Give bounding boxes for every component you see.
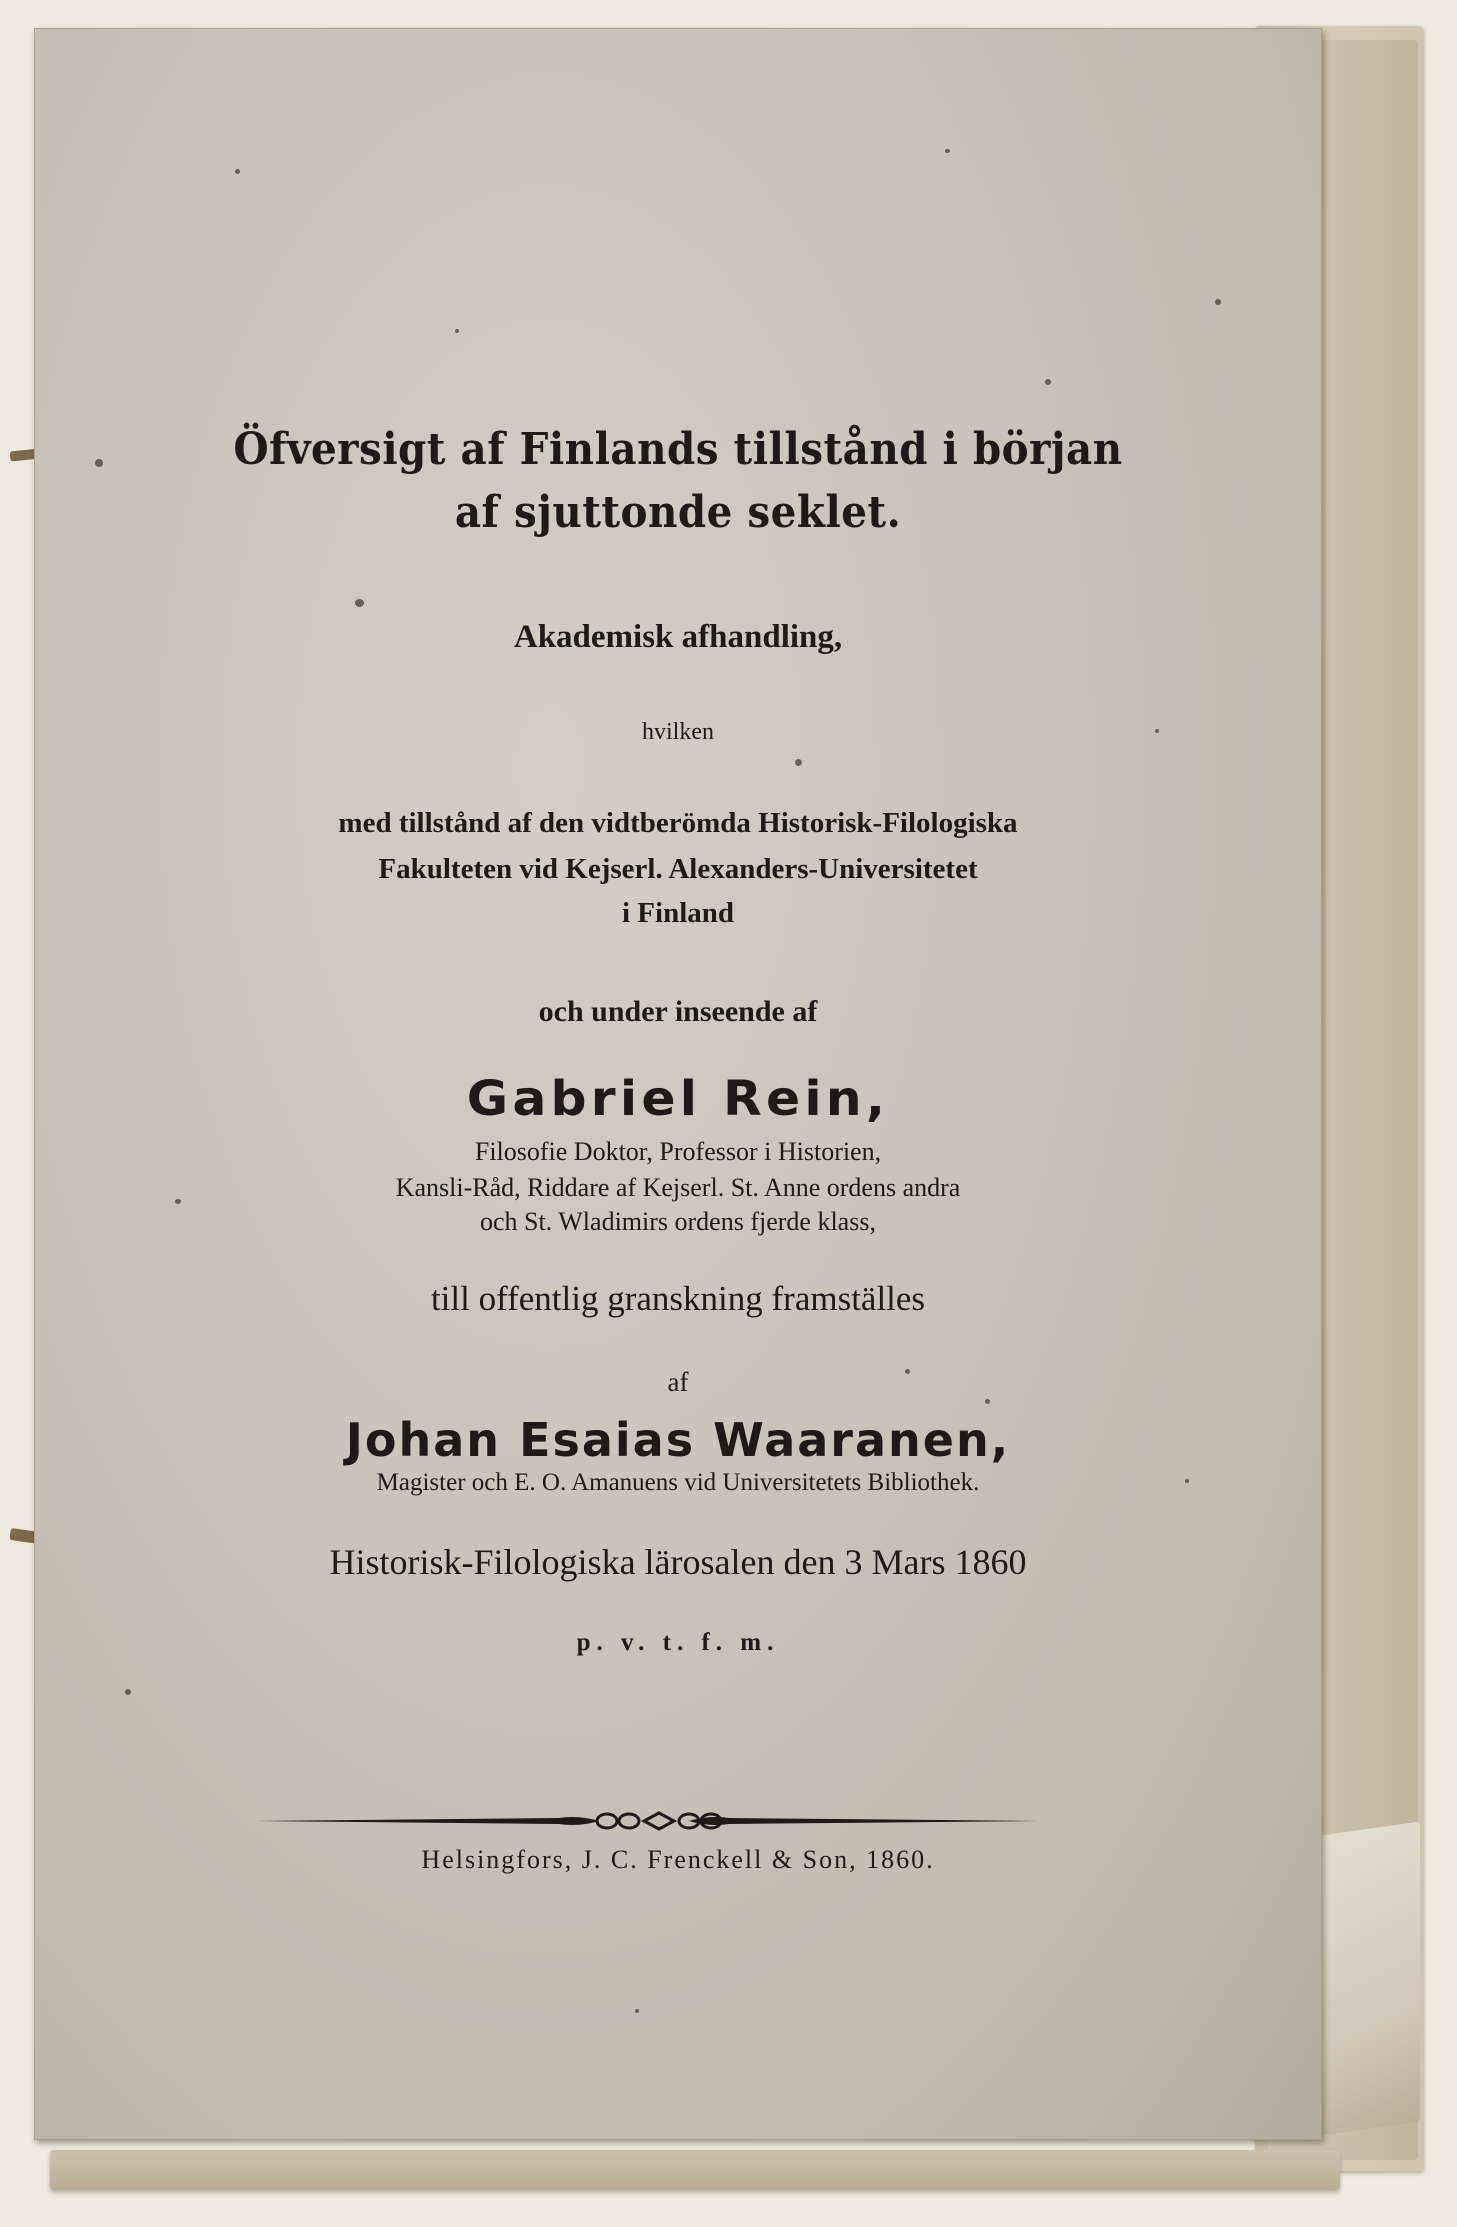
af-text: af	[667, 1367, 689, 1397]
ornamental-rule	[249, 1801, 1039, 1841]
subtitle: Akademisk afhandling,	[513, 619, 843, 655]
examination-text: till offentlig granskning framställes	[430, 1279, 926, 1318]
foxing-spot	[175, 1199, 181, 1204]
foxing-spot	[1185, 1479, 1189, 1483]
imprint: Helsingfors, J. C. Frenckell & Son, 1860.	[421, 1845, 935, 1874]
foxing-spot	[985, 1399, 990, 1404]
supervisor-title-1: Filosofie Doktor, Professor i Historien,	[474, 1137, 882, 1166]
author-name: Johan Esaias Waaranen,	[345, 1413, 1011, 1467]
supervisor-title-2: Kansli-Råd, Riddare af Kejserl. St. Anne ordens andra	[395, 1173, 961, 1202]
title-page	[34, 28, 1322, 2140]
foxing-spot	[1215, 299, 1221, 305]
foxing-spot	[1045, 379, 1051, 385]
supervisor-title-3: och St. Wladimirs ordens fjerde klass,	[480, 1207, 876, 1236]
foxing-spot	[455, 329, 459, 333]
foxing-spot	[95, 459, 103, 467]
foxing-spot	[125, 1689, 131, 1695]
foxing-spot	[235, 169, 240, 174]
permission-line-1: med tillstånd af den vidtberömda Historisk-Filologiska	[338, 807, 1018, 839]
title-line-1: Öfversigt af Finlands tillstånd i början	[233, 424, 1123, 475]
title-line-2: af sjuttonde seklet.	[454, 487, 902, 538]
hvilken-text: hvilken	[642, 719, 714, 745]
venue-date: Historisk-Filologiska lärosalen den 3 Mars 1860	[329, 1542, 1027, 1582]
foxing-spot	[905, 1369, 910, 1374]
permission-line-3: i Finland	[621, 897, 735, 929]
foxing-spot	[1155, 729, 1159, 733]
supervisor-name: Gabriel Rein,	[466, 1071, 890, 1127]
author-title: Magister och E. O. Amanuens vid Universitetets Bibliothek.	[376, 1469, 980, 1496]
foxing-spot	[795, 759, 802, 766]
foxing-spot	[635, 2009, 639, 2013]
abbreviation: p. v. t. f. m.	[576, 1629, 780, 1656]
foxing-spot	[945, 149, 950, 153]
supervision-text: och under inseende af	[538, 995, 818, 1028]
permission-line-2: Fakulteten vid Kejserl. Alexanders-Universitetet	[378, 853, 978, 885]
page-edges-bottom	[50, 2150, 1340, 2190]
foxing-spot	[355, 599, 364, 607]
